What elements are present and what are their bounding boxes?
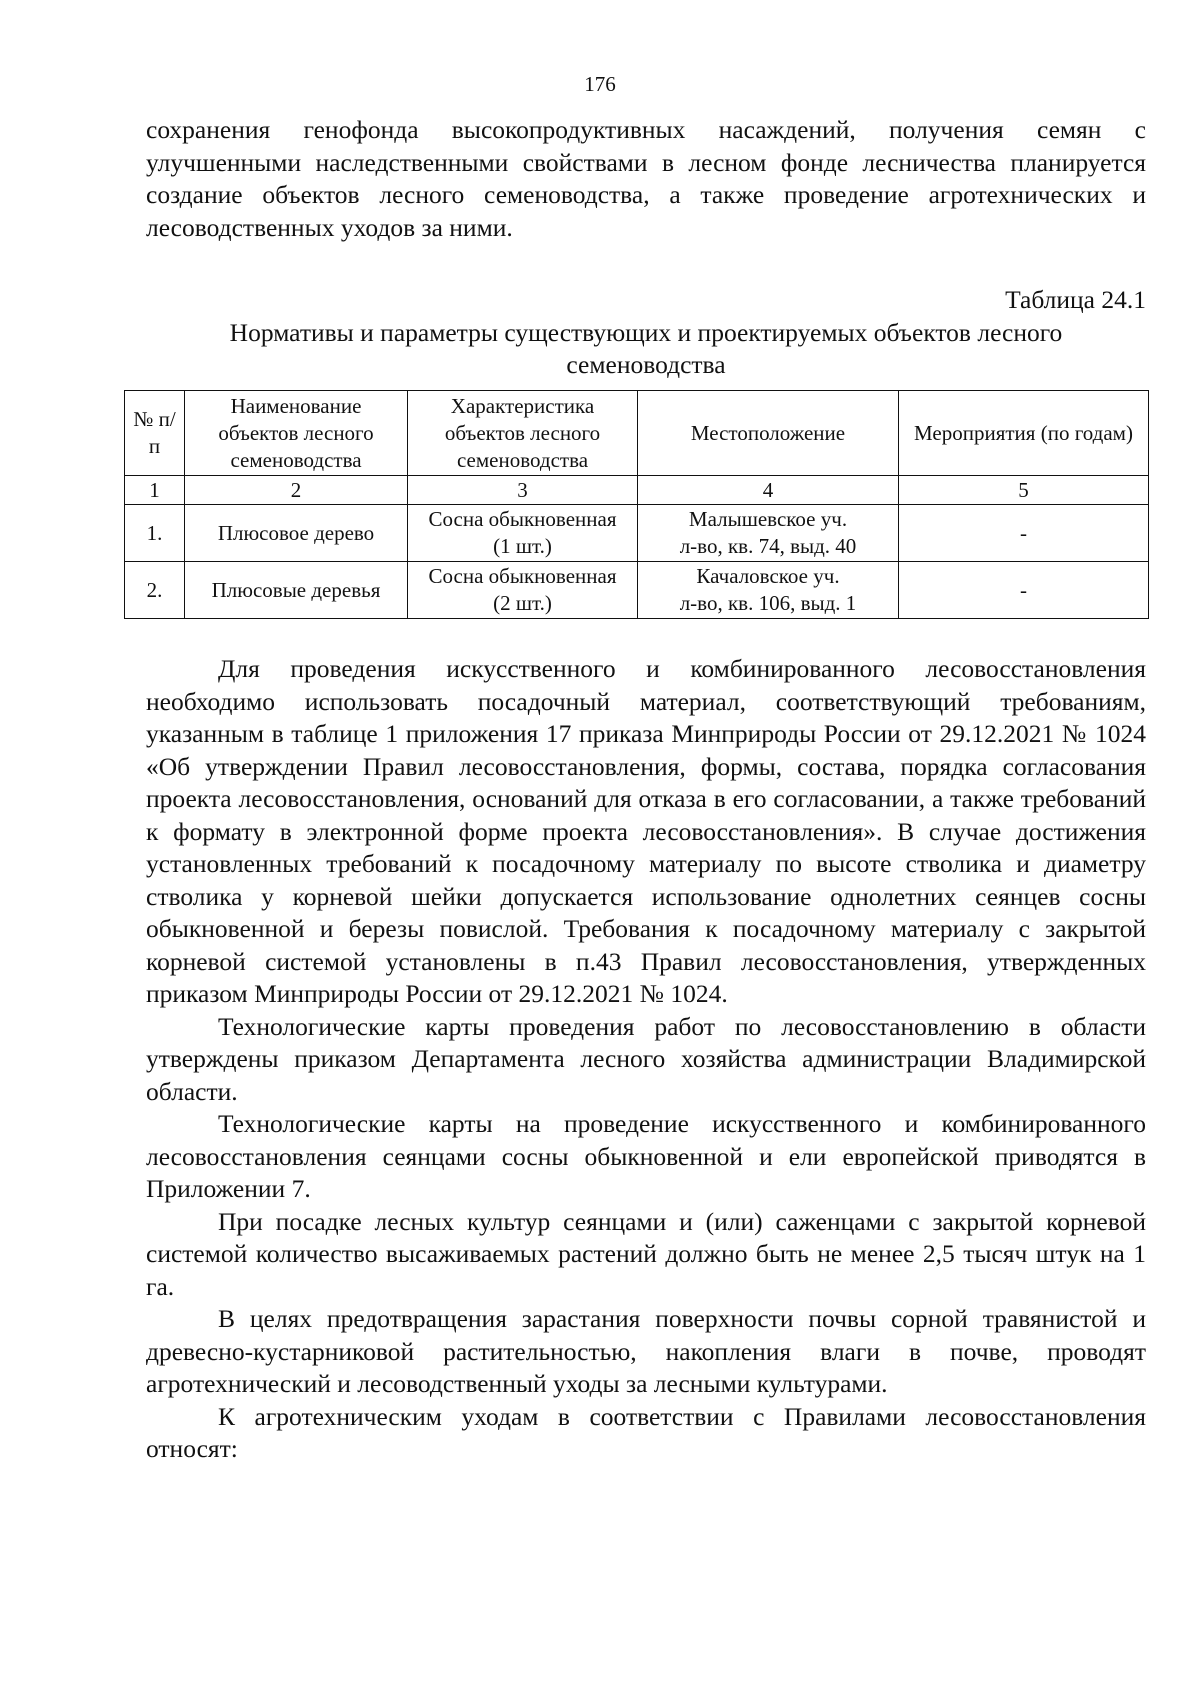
intro-paragraph: сохранения генофонда высокопродуктивных насаждений, получения семян с улучшенными наследственными свойствами в лесном фонде лесничества планируется создание объектов лесного семеноводства, а также проведение агротехнических и лесоводственных уходов за ними. (146, 115, 1146, 242)
object-events: - (899, 562, 1149, 619)
characteristic-line: (2 шт.) (493, 591, 552, 615)
characteristic-line: Сосна обыкновенная (428, 507, 617, 531)
table-row (125, 562, 1149, 619)
object-events: - (899, 505, 1149, 562)
header-number: № п/п (125, 391, 185, 476)
paragraph: Для проведения искусственного и комбинированного лесовосстановления необходимо использовать посадочный материал, соответствующий требованиям, указанным в таблице 1 приложения 17 приказа Минприроды России от 29.12.2021 № 1024 «Об утверждении Правил лесовосстановления, формы, состава, порядка согласования проекта лесовосстановления, оснований для отказа в его согласовании, а также требований к формату в электронной форме проекта лесовосстановления». В случае достижения установленных требований к посадочному материалу по высоте стволика и диаметру стволика у корневой шейки допускается использование однолетних сеянцев сосны обыкновенной и березы повислой. Требования к посадочному материалу с закрытой корневой системой установлены в п.43 Правил лесовосстановления, утвержденных приказом Минприроды России от 29.12.2021 № 1024. (146, 654, 1146, 1008)
column-number: 2 (185, 476, 408, 505)
body-section (146, 653, 1146, 1466)
header-location: Местоположение (638, 391, 899, 476)
row-number: 2. (125, 562, 185, 619)
characteristic-line: (1 шт.) (493, 534, 552, 558)
object-characteristic (408, 505, 638, 562)
location-line: л-во, кв. 106, выд. 1 (679, 591, 857, 615)
header-events: Мероприятия (по годам) (899, 391, 1149, 476)
object-characteristic (408, 562, 638, 619)
location-line: л-во, кв. 74, выд. 40 (679, 534, 857, 558)
intro-section (146, 114, 1146, 382)
table-title: Нормативы и параметры существующих и проектируемых объектов лесного семеноводства (229, 317, 1063, 379)
object-location (638, 505, 899, 562)
paragraph: Технологические карты на проведение искусственного и комбинированного лесовосстановления сеянцами сосны обыкновенной и ели европейской приводятся в Приложении 7. (146, 1109, 1146, 1203)
paragraph: Технологические карты проведения работ по лесовосстановлению в области утверждены приказом Департамента лесного хозяйства администрации Владимирской области. (146, 1011, 1146, 1106)
page-number: 176 (584, 72, 616, 96)
object-location (638, 562, 899, 619)
column-number: 3 (408, 476, 638, 505)
object-name: Плюсовое дерево (185, 505, 408, 562)
table-column-numbers-row (125, 476, 1149, 505)
seed-objects-table (124, 390, 1149, 619)
row-number: 1. (125, 505, 185, 562)
header-name: Наименование объектов лесного семеноводства (185, 391, 408, 476)
location-line: Качаловское уч. (696, 564, 840, 588)
location-line: Малышевское уч. (688, 507, 848, 531)
table-header-row (125, 391, 1149, 476)
object-name: Плюсовые деревья (185, 562, 408, 619)
table-number: Таблица 24.1 (1005, 285, 1146, 314)
column-number: 1 (125, 476, 185, 505)
column-number: 4 (638, 476, 899, 505)
paragraph: В целях предотвращения зарастания поверхности почвы сорной травянистой и древесно-кустарниковой растительностью, накопления влаги в почве, проводят агротехнический и лесоводственный уходы за лесными культурами. (146, 1304, 1146, 1398)
column-number: 5 (899, 476, 1149, 505)
paragraph: При посадке лесных культур сеянцами и (или) саженцами с закрытой корневой системой количество высаживаемых растений должно быть не менее 2,5 тысяч штук на 1 га. (146, 1206, 1146, 1301)
table-row (125, 505, 1149, 562)
characteristic-line: Сосна обыкновенная (428, 564, 617, 588)
header-characteristic: Характеристика объектов лесного семеноводства (408, 391, 638, 476)
paragraph: К агротехническим уходам в соответствии с Правилами лесовосстановления относят: (146, 1401, 1146, 1463)
